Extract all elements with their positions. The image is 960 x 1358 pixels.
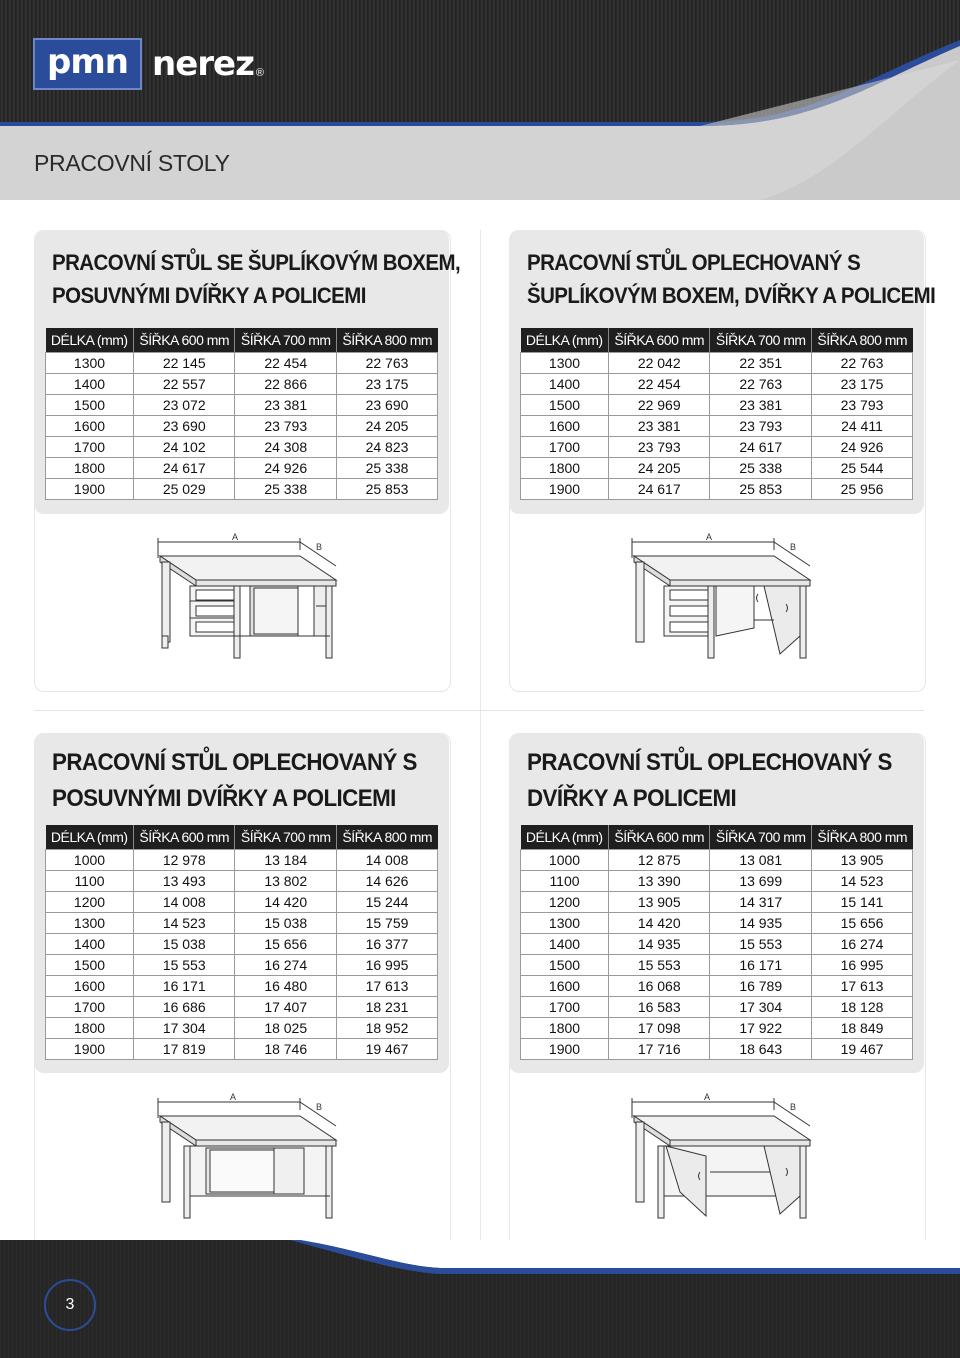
price-cell: 22 763 <box>710 374 812 395</box>
header-length: DÉLKA (mm) <box>46 825 134 850</box>
price-cell: 13 802 <box>235 871 337 892</box>
length-cell: 1900 <box>46 479 134 500</box>
header-length: DÉLKA (mm) <box>521 328 609 353</box>
page-header <box>0 0 960 200</box>
dimension-label-a: A <box>704 1092 711 1102</box>
price-cell: 18 128 <box>811 997 912 1018</box>
price-cell: 23 175 <box>336 374 437 395</box>
price-cell: 25 338 <box>336 458 437 479</box>
length-cell: 1600 <box>521 976 609 997</box>
table-row <box>46 479 438 500</box>
price-cell: 14 317 <box>710 892 812 913</box>
price-cell: 25 338 <box>235 479 337 500</box>
price-cell: 22 042 <box>608 353 710 374</box>
table-row <box>46 353 438 374</box>
length-cell: 1500 <box>46 395 134 416</box>
product-title-line: POSUVNÝMI DVÍŘKY A POLICEMI <box>52 283 366 308</box>
length-cell: 1800 <box>46 1018 134 1039</box>
price-cell: 14 420 <box>235 892 337 913</box>
price-cell: 19 467 <box>811 1039 912 1060</box>
table-row <box>521 871 913 892</box>
length-cell: 1900 <box>521 1039 609 1060</box>
length-cell: 1400 <box>46 374 134 395</box>
header-width-800: ŠÍŘKA 800 mm <box>336 825 437 850</box>
length-cell: 1300 <box>46 913 134 934</box>
table-row <box>521 437 913 458</box>
price-cell: 22 866 <box>235 374 337 395</box>
price-cell: 16 171 <box>133 976 235 997</box>
price-cell: 18 231 <box>336 997 437 1018</box>
price-cell: 24 205 <box>336 416 437 437</box>
price-cell: 16 171 <box>710 955 812 976</box>
price-cell: 22 351 <box>710 353 812 374</box>
price-cell: 16 274 <box>811 934 912 955</box>
table-diagram-drawers-hinged-doors <box>624 528 814 668</box>
table-row <box>46 374 438 395</box>
table-row <box>46 437 438 458</box>
table-row <box>521 1039 913 1060</box>
price-cell: 15 038 <box>235 913 337 934</box>
length-cell: 1100 <box>46 871 134 892</box>
price-cell: 13 699 <box>710 871 812 892</box>
length-cell: 1900 <box>46 1039 134 1060</box>
dimension-label-a: A <box>230 1092 237 1102</box>
price-cell: 22 145 <box>133 353 235 374</box>
price-cell: 17 304 <box>710 997 812 1018</box>
price-cell: 15 656 <box>811 913 912 934</box>
table-row <box>521 479 913 500</box>
price-cell: 22 763 <box>336 353 437 374</box>
price-table <box>45 328 438 500</box>
dimension-label-b: B <box>316 542 323 552</box>
length-cell: 1500 <box>521 395 609 416</box>
price-cell: 18 849 <box>811 1018 912 1039</box>
table-row <box>521 997 913 1018</box>
header-width-600: ŠÍŘKA 600 mm <box>133 825 235 850</box>
table-row <box>46 1039 438 1060</box>
price-cell: 24 617 <box>710 437 812 458</box>
price-cell: 23 072 <box>133 395 235 416</box>
length-cell: 1700 <box>46 437 134 458</box>
price-cell: 25 338 <box>710 458 812 479</box>
price-cell: 25 544 <box>811 458 912 479</box>
price-cell: 24 926 <box>235 458 337 479</box>
length-cell: 1600 <box>46 976 134 997</box>
product-title-line: DVÍŘKY A POLICEMI <box>527 785 737 812</box>
brand-logo-box: pmn <box>33 38 142 90</box>
length-cell: 1100 <box>521 871 609 892</box>
price-cell: 13 390 <box>608 871 710 892</box>
length-cell: 1400 <box>521 374 609 395</box>
length-cell: 1700 <box>521 997 609 1018</box>
length-cell: 1600 <box>46 416 134 437</box>
price-cell: 16 995 <box>336 955 437 976</box>
price-cell: 23 793 <box>710 416 812 437</box>
price-cell: 14 008 <box>336 850 437 871</box>
product-title-line: PRACOVNÍ STŮL OPLECHOVANÝ S <box>52 749 417 776</box>
page-footer <box>0 1240 960 1358</box>
price-cell: 14 935 <box>710 913 812 934</box>
price-cell: 15 553 <box>608 955 710 976</box>
price-cell: 24 205 <box>608 458 710 479</box>
product-title <box>527 246 935 312</box>
registered-mark: ® <box>255 67 264 79</box>
dimension-label-b: B <box>790 1102 797 1112</box>
header-width-800: ŠÍŘKA 800 mm <box>811 825 912 850</box>
column-divider <box>480 230 481 1250</box>
table-row <box>46 913 438 934</box>
table-row <box>521 374 913 395</box>
price-cell: 15 244 <box>336 892 437 913</box>
price-cell: 14 523 <box>811 871 912 892</box>
length-cell: 1400 <box>46 934 134 955</box>
price-cell: 17 819 <box>133 1039 235 1060</box>
length-cell: 1800 <box>521 458 609 479</box>
table-row <box>521 416 913 437</box>
price-cell: 23 381 <box>608 416 710 437</box>
price-cell: 24 823 <box>336 437 437 458</box>
price-cell: 13 081 <box>710 850 812 871</box>
table-row <box>46 871 438 892</box>
price-cell: 23 793 <box>608 437 710 458</box>
price-cell: 16 789 <box>710 976 812 997</box>
price-cell: 12 875 <box>608 850 710 871</box>
product-card <box>34 230 461 514</box>
length-cell: 1800 <box>46 458 134 479</box>
dimension-label-b: B <box>316 1102 323 1112</box>
price-cell: 12 978 <box>133 850 235 871</box>
price-cell: 17 613 <box>336 976 437 997</box>
price-cell: 15 038 <box>133 934 235 955</box>
price-cell: 18 025 <box>235 1018 337 1039</box>
header-width-700: ŠÍŘKA 700 mm <box>710 825 812 850</box>
page-title: PRACOVNÍ STOLY <box>34 150 230 176</box>
table-row <box>46 997 438 1018</box>
price-cell: 16 686 <box>133 997 235 1018</box>
product-card <box>34 733 449 1073</box>
product-title <box>52 745 417 817</box>
price-cell: 17 304 <box>133 1018 235 1039</box>
product-title <box>52 246 460 312</box>
table-row <box>46 1018 438 1039</box>
price-cell: 23 175 <box>811 374 912 395</box>
header-width-600: ŠÍŘKA 600 mm <box>133 328 235 353</box>
price-cell: 13 493 <box>133 871 235 892</box>
price-cell: 13 905 <box>811 850 912 871</box>
price-cell: 22 454 <box>235 353 337 374</box>
table-row <box>521 353 913 374</box>
header-length: DÉLKA (mm) <box>46 328 134 353</box>
product-title <box>527 745 892 817</box>
price-cell: 17 922 <box>710 1018 812 1039</box>
header-width-600: ŠÍŘKA 600 mm <box>608 328 710 353</box>
price-cell: 17 716 <box>608 1039 710 1060</box>
price-cell: 14 626 <box>336 871 437 892</box>
price-cell: 16 583 <box>608 997 710 1018</box>
header-width-800: ŠÍŘKA 800 mm <box>811 328 912 353</box>
price-cell: 23 793 <box>235 416 337 437</box>
dimension-label-a: A <box>706 532 713 542</box>
product-card <box>509 733 924 1073</box>
table-row <box>46 934 438 955</box>
brand-logo-text: nerez <box>151 44 254 84</box>
price-cell: 18 746 <box>235 1039 337 1060</box>
length-cell: 1700 <box>46 997 134 1018</box>
length-cell: 1200 <box>46 892 134 913</box>
table-row <box>521 976 913 997</box>
price-cell: 17 613 <box>811 976 912 997</box>
length-cell: 1300 <box>521 913 609 934</box>
product-title-line: PRACOVNÍ STŮL OPLECHOVANÝ S <box>527 749 892 776</box>
price-table <box>520 328 913 500</box>
header-length: DÉLKA (mm) <box>521 825 609 850</box>
price-cell: 16 377 <box>336 934 437 955</box>
table-row <box>46 395 438 416</box>
table-diagram-drawers-sliding-doors <box>150 528 340 668</box>
price-cell: 23 381 <box>710 395 812 416</box>
table-diagram-hinged-doors <box>624 1088 814 1228</box>
table-row <box>521 892 913 913</box>
price-cell: 24 617 <box>608 479 710 500</box>
row-divider <box>34 710 924 711</box>
price-cell: 25 956 <box>811 479 912 500</box>
price-cell: 14 523 <box>133 913 235 934</box>
price-cell: 15 759 <box>336 913 437 934</box>
price-cell: 25 029 <box>133 479 235 500</box>
price-cell: 24 617 <box>133 458 235 479</box>
table-row <box>46 955 438 976</box>
product-title-line: ŠUPLÍKOVÝM BOXEM, DVÍŘKY A POLICEMI <box>527 283 936 308</box>
length-cell: 1800 <box>521 1018 609 1039</box>
price-cell: 24 308 <box>235 437 337 458</box>
price-table <box>520 825 913 1060</box>
length-cell: 1000 <box>46 850 134 871</box>
page-number: 3 <box>44 1279 96 1331</box>
price-cell: 25 853 <box>336 479 437 500</box>
price-cell: 24 926 <box>811 437 912 458</box>
price-cell: 24 411 <box>811 416 912 437</box>
price-table <box>45 825 438 1060</box>
table-row <box>521 913 913 934</box>
table-row <box>46 892 438 913</box>
length-cell: 1000 <box>521 850 609 871</box>
table-row <box>521 395 913 416</box>
product-title-line: POSUVNÝMI DVÍŘKY A POLICEMI <box>52 785 396 812</box>
table-diagram-sliding-doors <box>150 1088 340 1228</box>
footer-background <box>0 1240 960 1358</box>
table-row <box>46 976 438 997</box>
price-cell: 22 557 <box>133 374 235 395</box>
table-row <box>521 1018 913 1039</box>
brand-logo <box>33 38 264 90</box>
price-cell: 22 969 <box>608 395 710 416</box>
price-cell: 16 068 <box>608 976 710 997</box>
length-cell: 1600 <box>521 416 609 437</box>
product-title-line: PRACOVNÍ STŮL OPLECHOVANÝ S <box>527 250 861 275</box>
price-cell: 15 656 <box>235 934 337 955</box>
price-cell: 22 454 <box>608 374 710 395</box>
header-width-600: ŠÍŘKA 600 mm <box>608 825 710 850</box>
length-cell: 1400 <box>521 934 609 955</box>
product-title-line: PRACOVNÍ STŮL SE ŠUPLÍKOVÝM BOXEM, <box>52 250 461 275</box>
header-width-700: ŠÍŘKA 700 mm <box>235 825 337 850</box>
price-cell: 18 643 <box>710 1039 812 1060</box>
price-cell: 15 553 <box>133 955 235 976</box>
price-cell: 17 407 <box>235 997 337 1018</box>
dimension-label-a: A <box>232 532 239 542</box>
dimension-label-b: B <box>790 542 797 552</box>
header-width-700: ŠÍŘKA 700 mm <box>235 328 337 353</box>
length-cell: 1500 <box>46 955 134 976</box>
price-cell: 14 935 <box>608 934 710 955</box>
price-cell: 15 553 <box>710 934 812 955</box>
table-row <box>46 458 438 479</box>
price-cell: 24 102 <box>133 437 235 458</box>
length-cell: 1300 <box>521 353 609 374</box>
price-cell: 25 853 <box>710 479 812 500</box>
length-cell: 1900 <box>521 479 609 500</box>
price-cell: 13 184 <box>235 850 337 871</box>
price-cell: 15 141 <box>811 892 912 913</box>
price-cell: 18 952 <box>336 1018 437 1039</box>
table-row <box>521 458 913 479</box>
price-cell: 23 690 <box>133 416 235 437</box>
length-cell: 1300 <box>46 353 134 374</box>
price-cell: 16 995 <box>811 955 912 976</box>
table-row <box>521 955 913 976</box>
price-cell: 13 905 <box>608 892 710 913</box>
header-width-700: ŠÍŘKA 700 mm <box>710 328 812 353</box>
table-row <box>521 850 913 871</box>
header-width-800: ŠÍŘKA 800 mm <box>336 328 437 353</box>
table-row <box>46 416 438 437</box>
table-row <box>521 934 913 955</box>
price-cell: 16 274 <box>235 955 337 976</box>
price-cell: 22 763 <box>811 353 912 374</box>
length-cell: 1700 <box>521 437 609 458</box>
price-cell: 17 098 <box>608 1018 710 1039</box>
price-cell: 14 008 <box>133 892 235 913</box>
price-cell: 16 480 <box>235 976 337 997</box>
length-cell: 1200 <box>521 892 609 913</box>
price-cell: 23 381 <box>235 395 337 416</box>
table-row <box>46 850 438 871</box>
price-cell: 23 690 <box>336 395 437 416</box>
product-card <box>509 230 936 514</box>
length-cell: 1500 <box>521 955 609 976</box>
price-cell: 23 793 <box>811 395 912 416</box>
price-cell: 19 467 <box>336 1039 437 1060</box>
price-cell: 14 420 <box>608 913 710 934</box>
